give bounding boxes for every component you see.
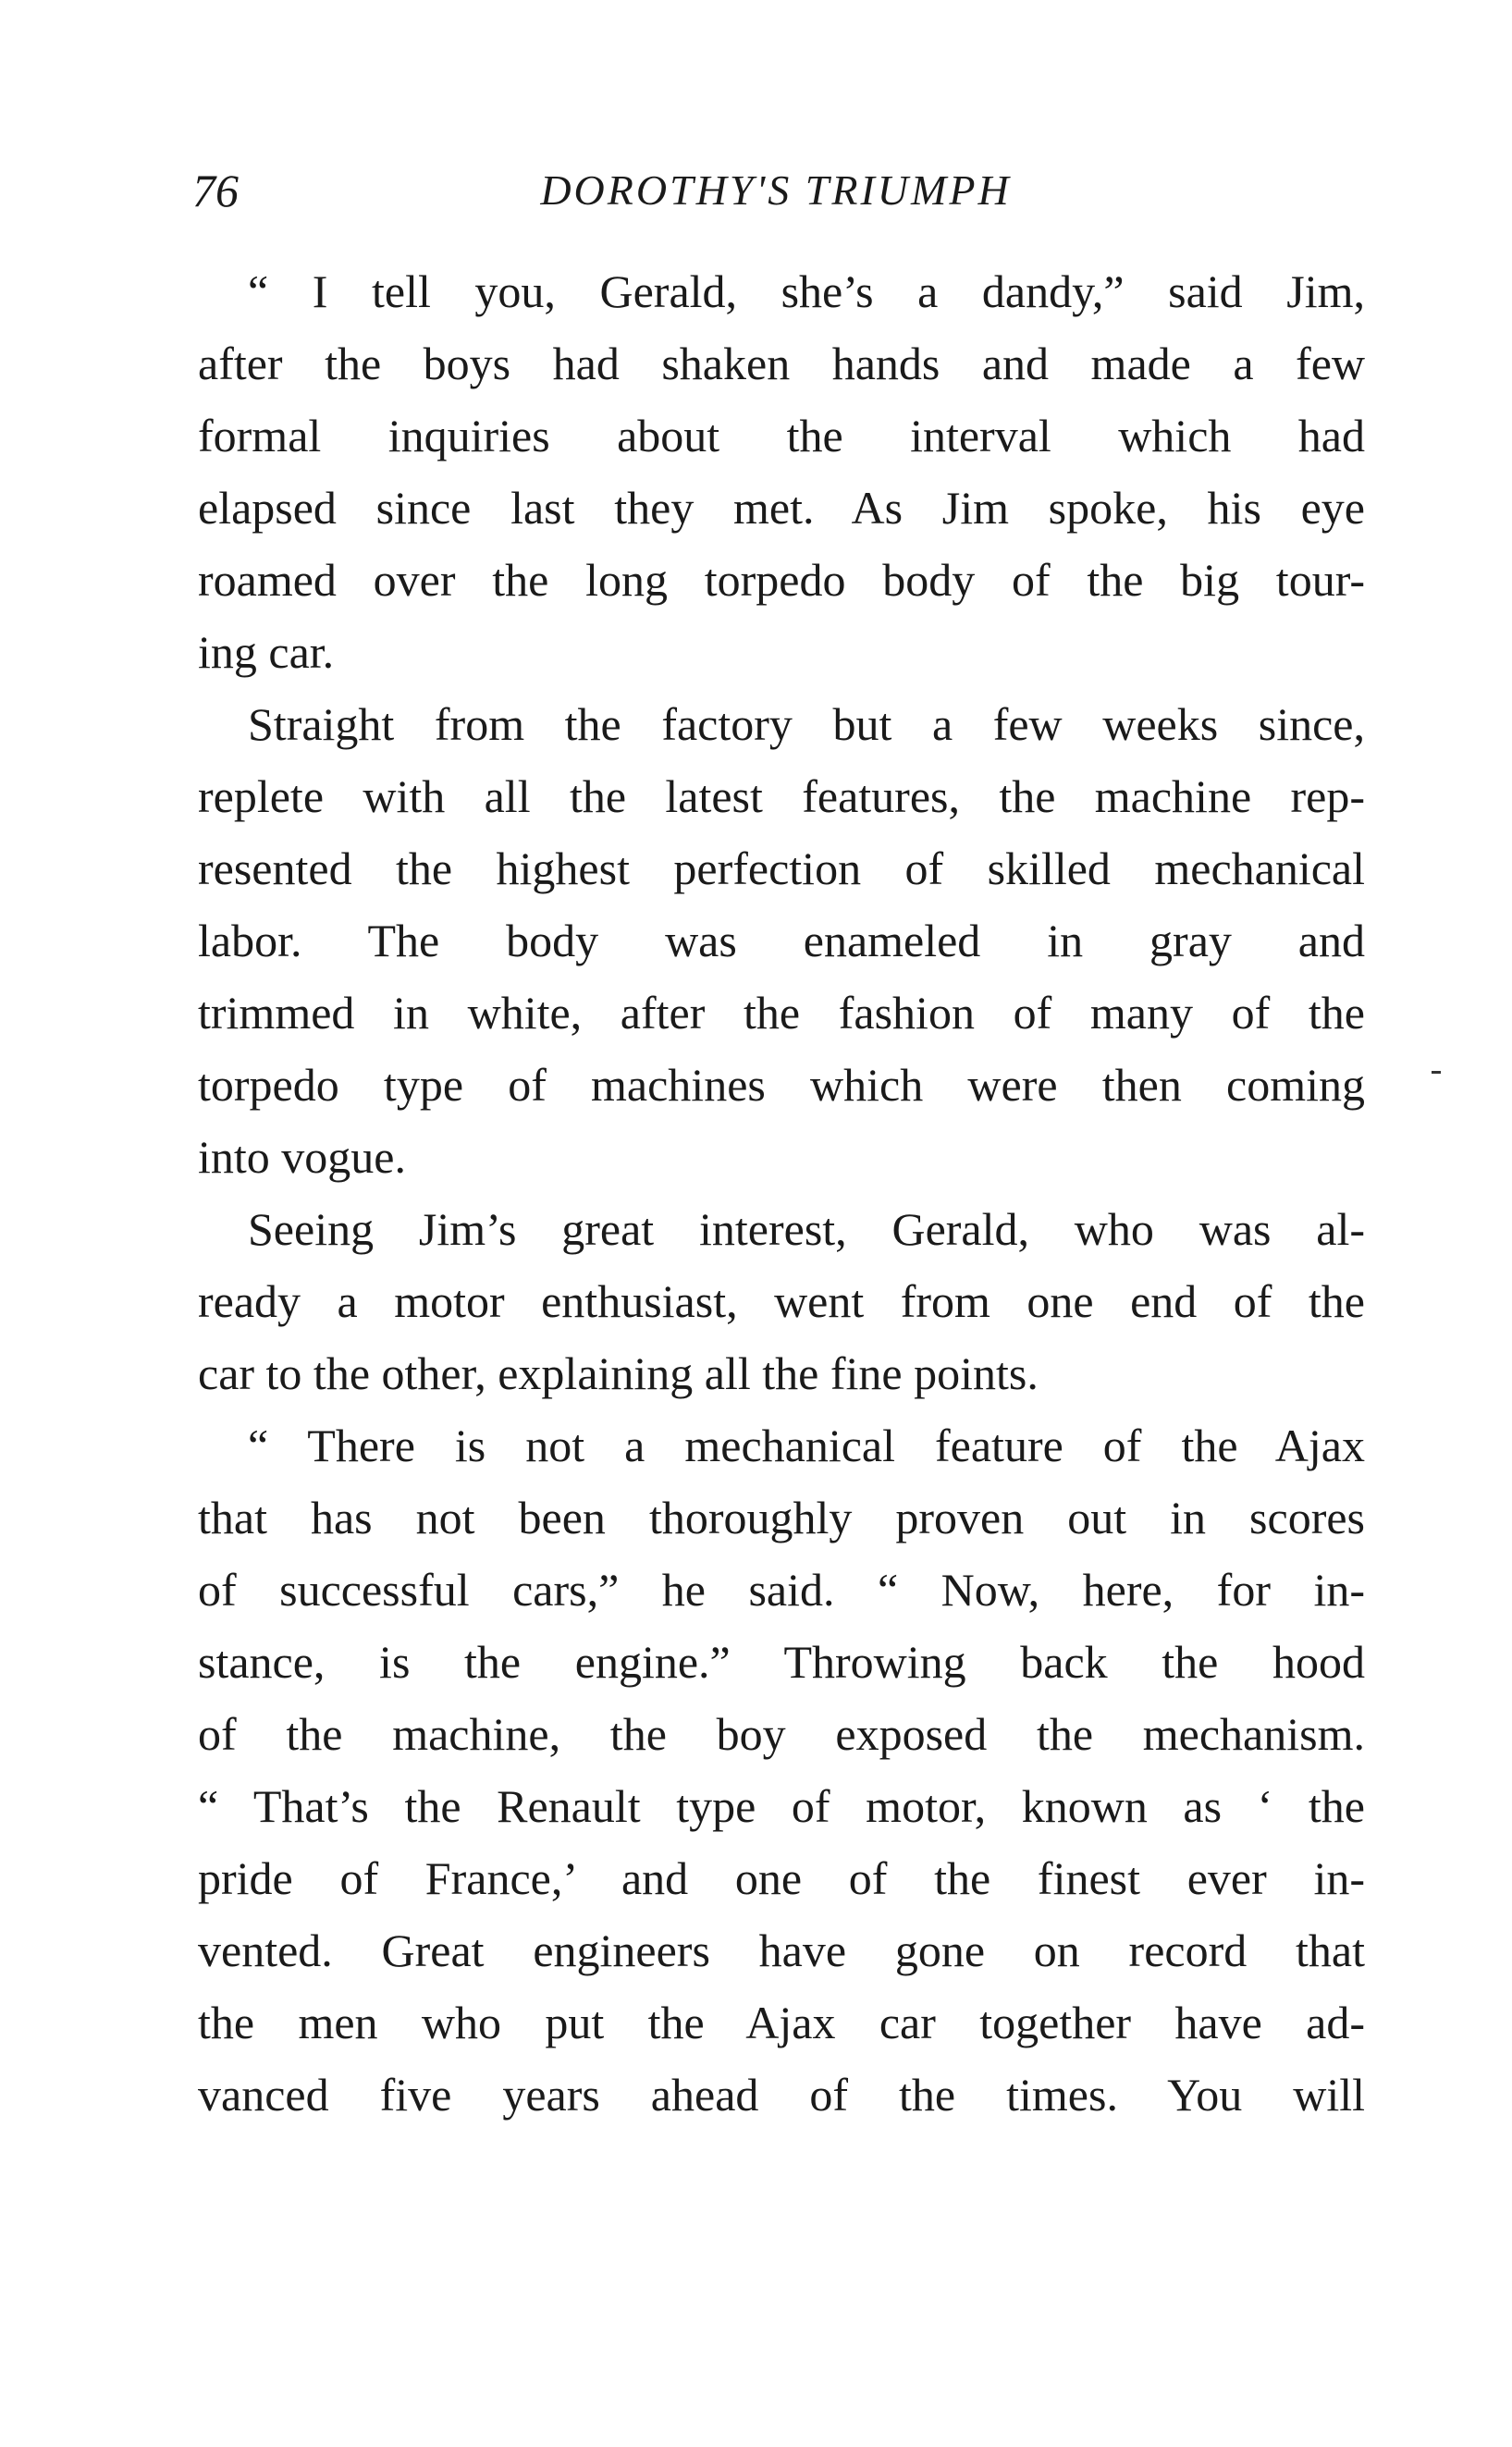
text-line: that has not been thoroughly proven out in scores: [198, 1492, 1365, 1543]
text-line: car to the other, explaining all the fine points.: [198, 1347, 1039, 1399]
text-line: ing car.: [198, 626, 335, 678]
text-line: Seeing Jim’s great interest, Gerald, who was al-: [248, 1203, 1365, 1255]
text-line: roamed over the long torpedo body of the big tour-: [198, 554, 1365, 606]
text-line: vented. Great engineers have gone on record that: [198, 1924, 1365, 1976]
text-line: labor. The body was enameled in gray and: [198, 915, 1365, 966]
text-line: vanced five years ahead of the times. You will: [198, 2069, 1365, 2121]
running-head: DOROTHY'S TRIUMPH: [540, 166, 1012, 214]
page-header: [192, 163, 1359, 218]
text-line: formal inquiries about the interval which had: [198, 410, 1365, 461]
text-line: trimmed in white, after the fashion of many of the: [198, 987, 1365, 1039]
text-line: resented the highest perfection of skilled mechanical: [198, 842, 1365, 894]
text-line: pride of France,’ and one of the finest ever in-: [198, 1852, 1365, 1904]
text-line: of the machine, the boy exposed the mechanism.: [198, 1708, 1365, 1760]
text-line: into vogue.: [198, 1131, 406, 1183]
text-line: of successful cars,” he said. “ Now, here, for in-: [198, 1564, 1365, 1616]
text-line: elapsed since last they met. As Jim spoke, his eye: [198, 482, 1365, 534]
text-line: stance, is the engine.” Throwing back the hood: [198, 1636, 1365, 1688]
text-line: “ I tell you, Gerald, she’s a dandy,” said Jim,: [248, 265, 1365, 317]
text-line: Straight from the factory but a few weeks since,: [248, 698, 1365, 750]
body-text: [198, 255, 1365, 2131]
page-number: 76: [192, 165, 239, 216]
text-line: “ There is not a mechanical feature of the Ajax: [248, 1420, 1365, 1471]
text-line: ready a motor enthusiast, went from one end of the: [198, 1275, 1365, 1327]
text-line: the men who put the Ajax car together have ad-: [198, 1997, 1365, 2048]
text-line: “ That’s the Renault type of motor, known as ‘ the: [198, 1780, 1365, 1832]
stray-ink-mark: [1432, 1071, 1441, 1074]
text-line: after the boys had shaken hands and made a few: [198, 338, 1365, 389]
text-line: torpedo type of machines which were then coming: [198, 1059, 1365, 1111]
text-line: replete with all the latest features, the machine rep-: [198, 770, 1365, 822]
